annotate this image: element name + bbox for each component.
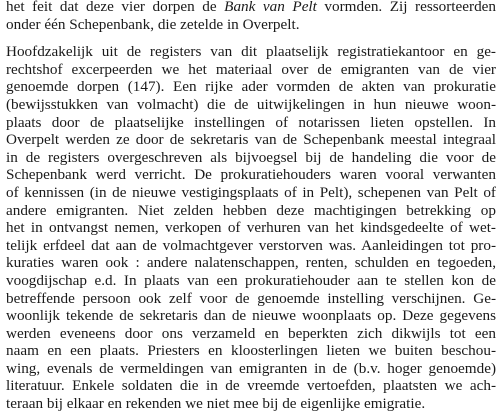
text-line: plaats door de plaatselijke instellingen of notarissen lieten opstellen. In — [6, 113, 496, 131]
paragraph-intro — [6, 0, 496, 33]
text-line — [6, 0, 496, 16]
text-run: het feit dat deze vier dorpen de — [6, 0, 225, 15]
text-line: rechtshof excerpeerden we het materiaal over de emigranten van de vier — [6, 60, 496, 78]
text-line: literatuur. Enkele soldaten die in de vreemde vertoefden, plaatsten we ach- — [6, 377, 496, 395]
text-line: in de registers overgeschreven als bijvoegsel bij de handeling die voor de — [6, 148, 496, 166]
text-line: kuraties waren ook : andere nalatenschappen, renten, schulden en tegoeden, — [6, 254, 496, 272]
text-line: wing, evenals de vermeldingen van emigranten in de (b.v. hoger genoemde) — [6, 359, 496, 377]
text-line: andere emigranten. Niet zelden hebben deze machtigingen betrekking op — [6, 201, 496, 219]
text-line: genoemde dorpen (147). Een rijke ader vormden de akten van prokuratie — [6, 78, 496, 96]
text-line: of kennissen (in de nieuwe vestigingsplaats of in Pelt), schepenen van Pelt of — [6, 183, 496, 201]
text-line: telijk erfdeel dat aan de volmachtgever verstorven was. Aanleidingen tot pro- — [6, 236, 496, 254]
text-line: (bewijsstukken van volmacht) die de uitwijkelingen in hun nieuwe woon- — [6, 95, 496, 113]
text-line: Overpelt werden ze door de sekretaris van de Schepenbank meestal integraal — [6, 131, 496, 149]
text-line: voogdijschap e.d. In plaats van een prokuratiehouder aan te stellen kon de — [6, 271, 496, 289]
text-line: Hoofdzakelijk uit de registers van dit plaatselijk registratiekantoor en ge- — [6, 43, 496, 61]
text-line — [6, 16, 496, 34]
text-run: vormden. Zij ressorteerden — [316, 0, 496, 15]
text-line: betreffende persoon ook zelf voor de genoemde instelling verschijnen. Ge- — [6, 289, 496, 307]
text-line: werden eveneens door ons verzameld en beperkten zich dikwijls tot een — [6, 324, 496, 342]
text-run: onder één Schepenbank, die zetelde in Overpelt. — [6, 15, 300, 33]
text-line: woonlijk tekende de sekretaris dan de nieuwe woonplaats op. Deze gegevens — [6, 307, 496, 325]
text-line: Schepenbank werd verricht. De prokuratiehouders waren vooral verwanten — [6, 166, 496, 184]
text-line: teraan bij elkaar en rekenden we niet mee bij de eigenlijke emigratie. — [6, 395, 426, 413]
paragraph-main — [6, 43, 496, 412]
italic-term: Bank van Pelt — [224, 0, 317, 15]
text-line: naam en een plaats. Priesters en kloosterlingen lieten we buiten beschou- — [6, 342, 496, 360]
text-line: het in ontvangst nemen, verkopen of verhuren van het kindsgedeelte of wet- — [6, 219, 496, 237]
